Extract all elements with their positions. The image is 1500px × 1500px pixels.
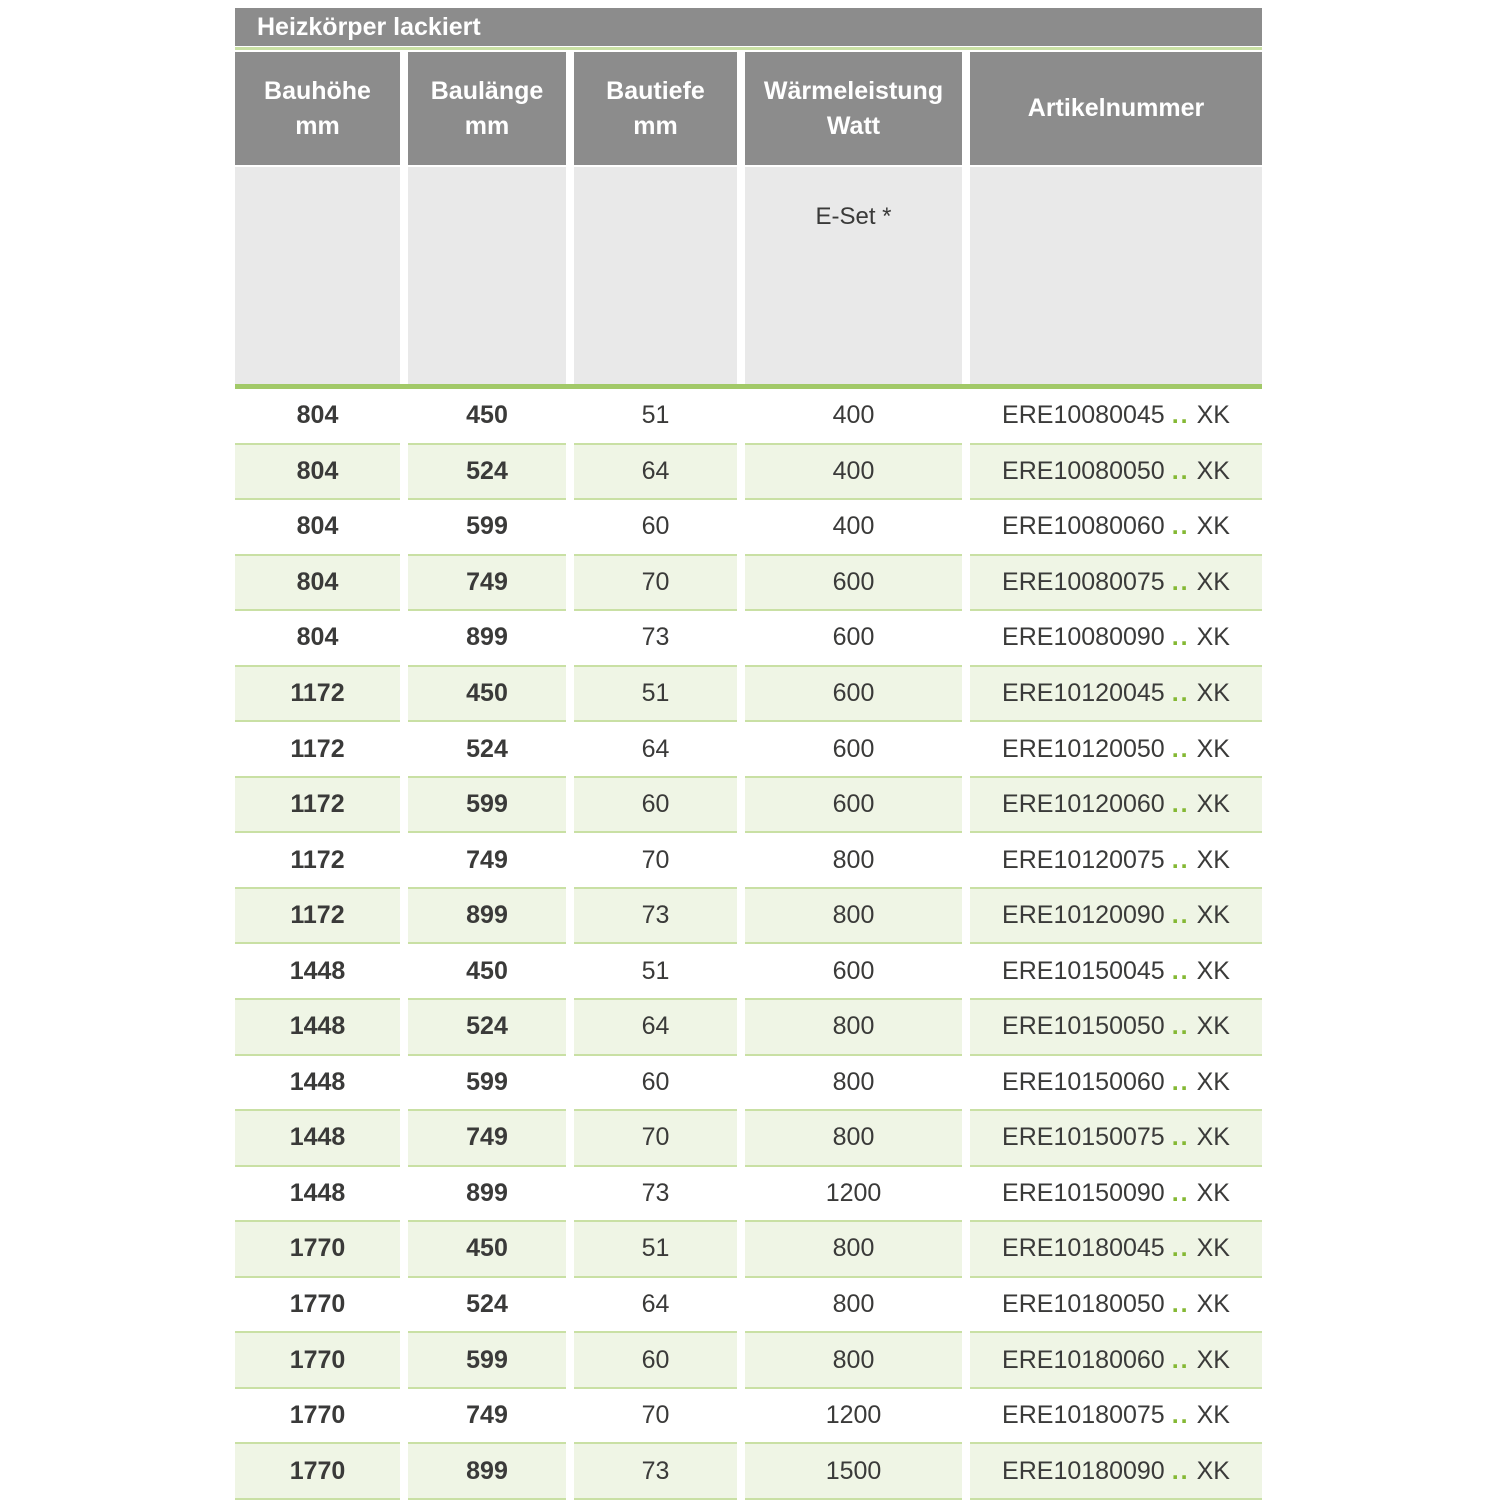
artikelnummer-dots: .. — [1171, 734, 1190, 763]
artikelnummer-dots: .. — [1171, 456, 1190, 485]
cell-bauhoehe: 1448 — [235, 1056, 400, 1112]
artikelnummer-dots: .. — [1171, 1345, 1190, 1374]
column-header-waermeleistung — [745, 52, 962, 165]
cell-bauhoehe: 804 — [235, 556, 400, 612]
cell-artikelnummer — [970, 389, 1262, 445]
artikelnummer-dots: .. — [1171, 401, 1190, 430]
artikelnummer-suffix: XK — [1196, 1234, 1230, 1263]
cell-bautiefe: 64 — [574, 445, 737, 501]
artikelnummer-dots: .. — [1171, 790, 1190, 819]
artikelnummer-prefix: ERE10120045 — [1002, 679, 1165, 707]
cell-artikelnummer — [970, 1167, 1262, 1223]
cell-bauhoehe: 1448 — [235, 944, 400, 1000]
cell-bauhoehe: 1770 — [235, 1333, 400, 1389]
cell-bautiefe: 64 — [574, 1000, 737, 1056]
cell-bautiefe: 64 — [574, 1278, 737, 1334]
artikelnummer-suffix: XK — [1196, 1401, 1230, 1430]
cell-waermeleistung: 1200 — [745, 1389, 962, 1445]
column-header-baulaenge — [408, 52, 566, 165]
artikelnummer-prefix: ERE10150075 — [1002, 1123, 1165, 1152]
column-header-artikelnummer — [970, 52, 1262, 165]
artikelnummer-suffix: XK — [1196, 1067, 1230, 1096]
artikelnummer-suffix: XK — [1196, 567, 1230, 596]
artikelnummer-dots: .. — [1171, 956, 1190, 985]
artikelnummer-prefix: ERE10080090 — [1002, 623, 1165, 652]
subheader-cell-bautiefe — [574, 167, 737, 384]
cell-baulaenge: 749 — [408, 556, 566, 612]
artikelnummer-dots: .. — [1171, 679, 1190, 707]
cell-bautiefe: 73 — [574, 1167, 737, 1223]
cell-baulaenge: 899 — [408, 611, 566, 667]
table-row — [235, 722, 1262, 778]
table-row — [235, 1167, 1262, 1223]
cell-bautiefe: 73 — [574, 611, 737, 667]
artikelnummer-suffix: XK — [1196, 623, 1230, 652]
cell-baulaenge: 599 — [408, 1333, 566, 1389]
artikelnummer-dots: .. — [1171, 623, 1190, 652]
cell-bautiefe: 51 — [574, 944, 737, 1000]
cell-bauhoehe: 1172 — [235, 667, 400, 723]
cell-baulaenge: 450 — [408, 944, 566, 1000]
cell-waermeleistung: 800 — [745, 1111, 962, 1167]
artikelnummer-dots: .. — [1171, 1123, 1190, 1152]
table-row — [235, 833, 1262, 889]
cell-bauhoehe: 1770 — [235, 1444, 400, 1500]
subheader-cell-bauhoehe — [235, 167, 400, 384]
table-row — [235, 445, 1262, 501]
subheader-cell-waermeleistung — [745, 167, 962, 384]
cell-artikelnummer — [970, 1333, 1262, 1389]
subheader-row — [235, 167, 1262, 384]
cell-waermeleistung: 400 — [745, 389, 962, 445]
cell-waermeleistung: 800 — [745, 1222, 962, 1278]
artikelnummer-suffix: XK — [1196, 679, 1230, 707]
cell-artikelnummer — [970, 1444, 1262, 1500]
table-row — [235, 611, 1262, 667]
cell-bauhoehe: 1172 — [235, 778, 400, 834]
cell-artikelnummer — [970, 445, 1262, 501]
artikelnummer-prefix: ERE10180050 — [1002, 1290, 1165, 1319]
cell-bauhoehe: 1770 — [235, 1278, 400, 1334]
cell-bautiefe: 73 — [574, 1444, 737, 1500]
cell-waermeleistung: 1500 — [745, 1444, 962, 1500]
artikelnummer-suffix: XK — [1196, 512, 1230, 541]
artikelnummer-prefix: ERE10080045 — [1002, 401, 1165, 430]
column-header-label: Bautiefe — [606, 76, 705, 105]
cell-baulaenge: 524 — [408, 1278, 566, 1334]
cell-waermeleistung: 800 — [745, 1278, 962, 1334]
cell-waermeleistung: 600 — [745, 667, 962, 723]
cell-artikelnummer — [970, 778, 1262, 834]
cell-artikelnummer — [970, 833, 1262, 889]
artikelnummer-suffix: XK — [1196, 401, 1230, 430]
table-row — [235, 1278, 1262, 1334]
cell-bauhoehe: 804 — [235, 389, 400, 445]
cell-artikelnummer — [970, 944, 1262, 1000]
table-body — [235, 389, 1262, 1500]
cell-bauhoehe: 1448 — [235, 1167, 400, 1223]
artikelnummer-prefix: ERE10120060 — [1002, 790, 1165, 819]
cell-waermeleistung: 800 — [745, 1333, 962, 1389]
cell-baulaenge: 524 — [408, 445, 566, 501]
column-header-bautiefe — [574, 52, 737, 165]
table-row — [235, 1222, 1262, 1278]
table-title-bar — [235, 8, 1262, 46]
cell-baulaenge: 599 — [408, 500, 566, 556]
artikelnummer-dots: .. — [1171, 1067, 1190, 1096]
table-row — [235, 778, 1262, 834]
cell-baulaenge: 899 — [408, 1167, 566, 1223]
artikelnummer-suffix: XK — [1196, 1123, 1230, 1152]
cell-artikelnummer — [970, 500, 1262, 556]
cell-waermeleistung: 1200 — [745, 1167, 962, 1223]
cell-waermeleistung: 600 — [745, 722, 962, 778]
cell-artikelnummer — [970, 667, 1262, 723]
cell-bautiefe: 73 — [574, 889, 737, 945]
artikelnummer-dots: .. — [1171, 1234, 1190, 1263]
column-header-unit: Watt — [826, 111, 881, 140]
cell-bautiefe: 70 — [574, 833, 737, 889]
column-header-bauhoehe — [235, 52, 400, 165]
table-title: Heizkörper lackiert — [257, 12, 481, 41]
cell-bautiefe: 70 — [574, 556, 737, 612]
cell-artikelnummer — [970, 1389, 1262, 1445]
table-row — [235, 889, 1262, 945]
column-header-unit: mm — [633, 111, 678, 140]
cell-bauhoehe: 1448 — [235, 1111, 400, 1167]
cell-bautiefe: 70 — [574, 1389, 737, 1445]
cell-waermeleistung: 800 — [745, 1000, 962, 1056]
cell-baulaenge: 749 — [408, 1111, 566, 1167]
table-row — [235, 1056, 1262, 1112]
cell-baulaenge: 599 — [408, 1056, 566, 1112]
cell-baulaenge: 524 — [408, 1000, 566, 1056]
cell-waermeleistung: 800 — [745, 889, 962, 945]
cell-artikelnummer — [970, 1222, 1262, 1278]
artikelnummer-dots: .. — [1171, 1456, 1190, 1485]
cell-bautiefe: 60 — [574, 778, 737, 834]
cell-bauhoehe: 1448 — [235, 1000, 400, 1056]
cell-bauhoehe: 804 — [235, 445, 400, 501]
cell-bautiefe: 70 — [574, 1111, 737, 1167]
artikelnummer-suffix: XK — [1196, 1178, 1230, 1207]
artikelnummer-prefix: ERE10080060 — [1002, 512, 1165, 541]
table-row — [235, 389, 1262, 445]
artikelnummer-dots: .. — [1171, 1290, 1190, 1319]
artikelnummer-prefix: ERE10150050 — [1002, 1012, 1165, 1041]
artikelnummer-suffix: XK — [1196, 901, 1230, 930]
artikelnummer-dots: .. — [1171, 512, 1190, 541]
cell-waermeleistung: 800 — [745, 833, 962, 889]
e-set-label: E-Set * — [815, 203, 892, 230]
cell-waermeleistung: 600 — [745, 778, 962, 834]
artikelnummer-prefix: ERE10180060 — [1002, 1345, 1165, 1374]
artikelnummer-dots: .. — [1171, 567, 1190, 596]
cell-artikelnummer — [970, 556, 1262, 612]
artikelnummer-suffix: XK — [1196, 956, 1230, 985]
artikelnummer-dots: .. — [1171, 1401, 1190, 1430]
cell-waermeleistung: 400 — [745, 445, 962, 501]
artikelnummer-dots: .. — [1171, 1012, 1190, 1041]
cell-bautiefe: 51 — [574, 667, 737, 723]
cell-bauhoehe: 804 — [235, 500, 400, 556]
artikelnummer-prefix: ERE10150090 — [1002, 1178, 1165, 1207]
cell-artikelnummer — [970, 1000, 1262, 1056]
cell-baulaenge: 899 — [408, 1444, 566, 1500]
table-row — [235, 1333, 1262, 1389]
artikelnummer-prefix: ERE10120050 — [1002, 734, 1165, 763]
cell-baulaenge: 450 — [408, 667, 566, 723]
table-row — [235, 1389, 1262, 1445]
artikelnummer-suffix: XK — [1196, 1345, 1230, 1374]
cell-bauhoehe: 1172 — [235, 833, 400, 889]
cell-baulaenge: 599 — [408, 778, 566, 834]
cell-bautiefe: 51 — [574, 1222, 737, 1278]
artikelnummer-suffix: XK — [1196, 1456, 1230, 1485]
artikelnummer-suffix: XK — [1196, 456, 1230, 485]
artikelnummer-prefix: ERE10080050 — [1002, 456, 1165, 485]
cell-waermeleistung: 600 — [745, 944, 962, 1000]
subheader-cell-artikelnummer — [970, 167, 1262, 384]
table-row — [235, 667, 1262, 723]
cell-artikelnummer — [970, 1111, 1262, 1167]
artikelnummer-dots: .. — [1171, 845, 1190, 874]
cell-bautiefe: 51 — [574, 389, 737, 445]
cell-baulaenge: 450 — [408, 389, 566, 445]
column-header-unit: mm — [295, 111, 340, 140]
cell-bautiefe: 60 — [574, 1333, 737, 1389]
table-row — [235, 500, 1262, 556]
table-row — [235, 556, 1262, 612]
cell-waermeleistung: 600 — [745, 611, 962, 667]
cell-bauhoehe: 1770 — [235, 1222, 400, 1278]
column-header-label: Baulänge — [430, 76, 544, 105]
cell-bauhoehe: 1172 — [235, 722, 400, 778]
subheader-cell-baulaenge — [408, 167, 566, 384]
table-row — [235, 944, 1262, 1000]
cell-bauhoehe: 1172 — [235, 889, 400, 945]
product-table — [235, 0, 1262, 1500]
artikelnummer-dots: .. — [1171, 901, 1190, 930]
cell-baulaenge: 450 — [408, 1222, 566, 1278]
table-row — [235, 1000, 1262, 1056]
column-header-unit: mm — [464, 111, 510, 140]
artikelnummer-suffix: XK — [1196, 790, 1230, 819]
artikelnummer-suffix: XK — [1196, 1290, 1230, 1319]
cell-baulaenge: 749 — [408, 1389, 566, 1445]
cell-bauhoehe: 804 — [235, 611, 400, 667]
cell-artikelnummer — [970, 1278, 1262, 1334]
cell-baulaenge: 524 — [408, 722, 566, 778]
artikelnummer-prefix: ERE10080075 — [1002, 567, 1165, 596]
cell-waermeleistung: 800 — [745, 1056, 962, 1112]
column-header-label: Wärmeleistung — [763, 76, 944, 105]
cell-artikelnummer — [970, 722, 1262, 778]
artikelnummer-suffix: XK — [1196, 1012, 1230, 1041]
title-divider-line — [235, 47, 1262, 50]
table-row — [235, 1111, 1262, 1167]
cell-waermeleistung: 400 — [745, 500, 962, 556]
cell-bautiefe: 60 — [574, 1056, 737, 1112]
artikelnummer-suffix: XK — [1196, 845, 1230, 874]
artikelnummer-prefix: ERE10150045 — [1002, 956, 1165, 985]
artikelnummer-dots: .. — [1171, 1178, 1190, 1207]
cell-artikelnummer — [970, 611, 1262, 667]
artikelnummer-prefix: ERE10120090 — [1002, 901, 1165, 930]
column-header-label: Artikelnummer — [1027, 94, 1205, 122]
artikelnummer-prefix: ERE10180075 — [1002, 1401, 1165, 1430]
artikelnummer-prefix: ERE10180090 — [1002, 1456, 1165, 1485]
cell-bauhoehe: 1770 — [235, 1389, 400, 1445]
artikelnummer-suffix: XK — [1196, 734, 1230, 763]
cell-waermeleistung: 600 — [745, 556, 962, 612]
cell-bautiefe: 60 — [574, 500, 737, 556]
cell-artikelnummer — [970, 889, 1262, 945]
column-header-label: Bauhöhe — [264, 76, 371, 105]
column-header-row — [235, 52, 1262, 165]
cell-baulaenge: 749 — [408, 833, 566, 889]
artikelnummer-prefix: ERE10120075 — [1002, 845, 1165, 874]
cell-baulaenge: 899 — [408, 889, 566, 945]
cell-artikelnummer — [970, 1056, 1262, 1112]
table-row — [235, 1444, 1262, 1500]
artikelnummer-prefix: ERE10180045 — [1002, 1234, 1165, 1263]
cell-bautiefe: 64 — [574, 722, 737, 778]
artikelnummer-prefix: ERE10150060 — [1002, 1067, 1165, 1096]
